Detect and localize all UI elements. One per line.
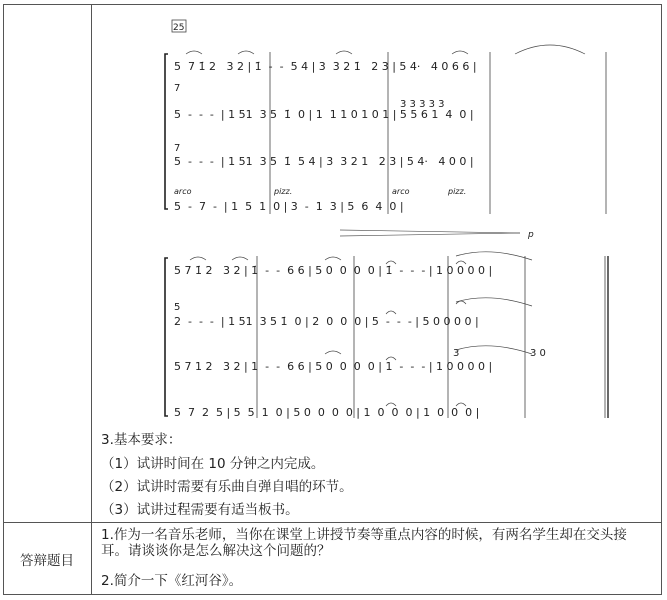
- system1-bracket: [165, 54, 168, 209]
- requirement-item: （1）试讲时间在 10 分钟之内完成。: [101, 456, 325, 472]
- s1-stave3: 5 - - - | 1 51 3 5 1̇ 5 4 | 3 3 2 1 2 3 | 5 4· 4 0 0 |: [174, 155, 474, 168]
- diminuendo-hairpin: [340, 230, 520, 236]
- system2-barlines: [257, 256, 608, 418]
- s1-pizz2: pizz.: [448, 187, 467, 196]
- s1-stave2: 5 - - - | 1 51 3 5 1̇ 0 | 1 1 1 0 1 0 1 | 5 5 6 1 4 0 |: [174, 108, 474, 121]
- s2-stave2: 2 - - - | 1 51 3 5 1̇ 0 | 2 0 0 0 | 5 - - - | 5 0 0 0 0 |: [174, 315, 479, 328]
- defense-label: 答辩题目: [20, 553, 74, 569]
- s1-stave1: 5 7 1̇ 2 3 2 | 1̇ - - 5 4 | 3 3 2 1̇ 2 3 | 5 4· 4 0 6 6 |: [174, 60, 477, 73]
- column-divider: [91, 4, 92, 595]
- defense-question-2: 2.简介一下《红河谷》。: [101, 573, 243, 589]
- s1-stave4: 5 - 7 - | 1 5 1 0 | 3 - 1 3 | 5 6 4 0 |: [174, 200, 404, 213]
- row-divider: [3, 522, 662, 523]
- s2-stave1: 5 7 1̇ 2 3 2 | 1̇ - - 6 6 | 5 0 0 0 0 | 1̇ - - - | 1 0 0 0 0 |: [174, 264, 493, 277]
- s1-upper-chord: 3 3 3 3 3: [400, 99, 445, 110]
- s2-stave4: 5 7 2 5 | 5 5 1 0 | 5 0 0 0 0 | 1 0 0 0 | 1 0 0 0 |: [174, 406, 480, 419]
- s1-slurs: [186, 45, 585, 54]
- s1-upper-7b: 7: [174, 143, 181, 154]
- s2-upper-3: 3: [453, 348, 460, 359]
- s1-arco1: arco: [174, 187, 192, 196]
- s1-arco2: arco: [392, 187, 410, 196]
- s2-upper-30: 3 0: [530, 348, 546, 359]
- dynamic-mark: p: [528, 230, 534, 240]
- requirement-item: （3）试讲过程需要有适当板书。: [101, 502, 299, 518]
- s2-fermatas: [386, 261, 466, 406]
- requirement-item: （2）试讲时需要有乐曲自弹自唱的环节。: [101, 479, 353, 495]
- system2-bracket: [165, 258, 168, 416]
- defense-question-1: 1.作为一名音乐老师，当你在课堂上讲授节奏等重点内容的时候，有两名学生却在交头接耳。请谈谈你是怎么解决这个问题的？: [101, 527, 627, 559]
- requirements-heading: 3.基本要求：: [101, 432, 182, 448]
- s2-upper-5a: 5: [174, 302, 181, 313]
- s1-upper-7a: 7: [174, 83, 181, 94]
- s2-stave3: 5 7 1 2 3 2 | 1 - - 6 6 | 5 0 0 0 0 | 1 - - - | 1 0 0 0 0 |: [174, 360, 493, 373]
- s1-pizz1: pizz.: [274, 187, 293, 196]
- numbered-music-score: [160, 14, 620, 426]
- measure-number: 25: [173, 23, 185, 33]
- system1-barlines: [270, 52, 606, 214]
